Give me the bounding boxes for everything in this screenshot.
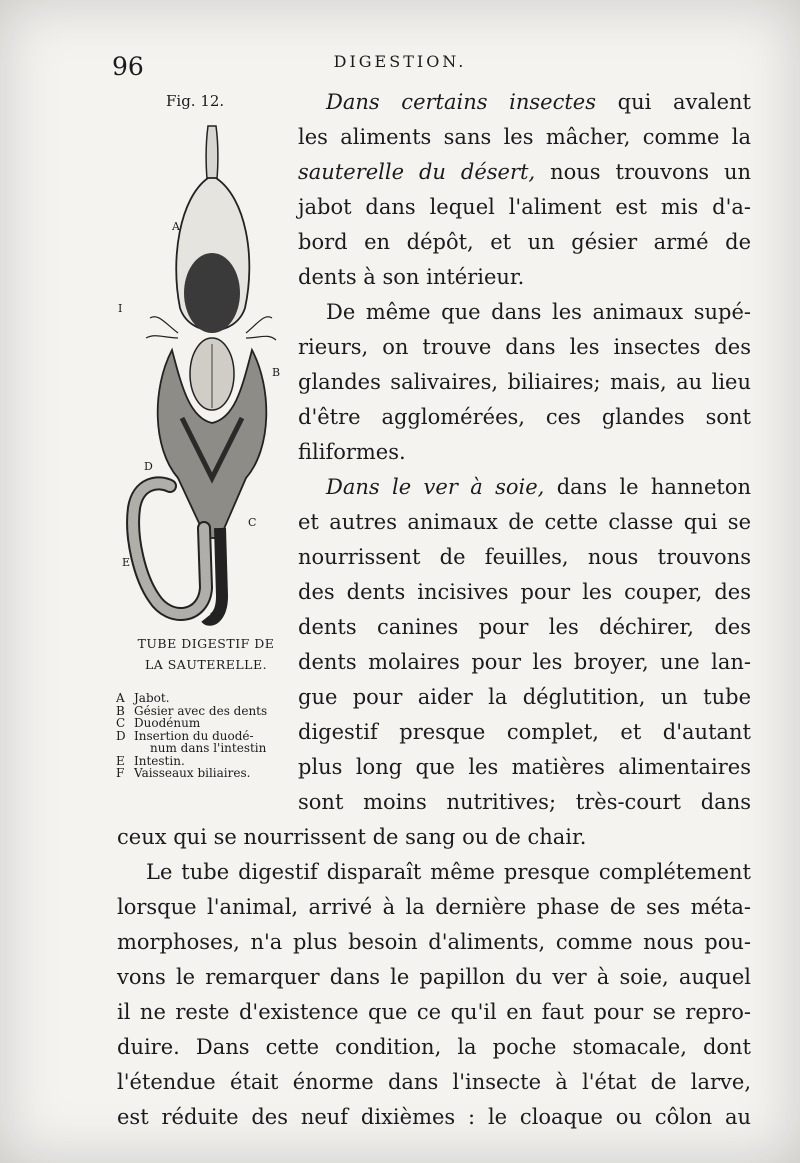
page-number: 96 bbox=[112, 52, 144, 81]
callout-e: E bbox=[122, 556, 131, 569]
italic-phrase: Dans le ver à soie, bbox=[326, 475, 545, 499]
text-line: glandes salivaires, biliaires; mais, au lieu bbox=[298, 370, 751, 394]
callout-c: C bbox=[248, 516, 257, 529]
text-line: gue pour aider la déglutition, un tube bbox=[298, 685, 751, 709]
text-span: dans le hanneton bbox=[544, 475, 751, 499]
italic-phrase: Dans certains insectes bbox=[326, 90, 597, 114]
italic-phrase: sauterelle du désert, bbox=[298, 160, 536, 184]
text-line: l'étendue était énorme dans l'insecte à l'état de larve, bbox=[117, 1070, 751, 1094]
legend-key: D bbox=[116, 728, 126, 743]
text-line: duire. Dans cette condition, la poche stomacale, dont bbox=[117, 1035, 751, 1059]
text-line: dents canines pour les déchirer, des bbox=[298, 615, 751, 639]
text-line: sont moins nutritives; très-court dans bbox=[298, 790, 751, 814]
text-line: il ne reste d'existence que ce qu'il en faut pour se repro- bbox=[117, 1000, 751, 1024]
text-line: bord en dépôt, et un gésier armé de bbox=[298, 230, 751, 254]
text-line: Le tube digestif disparaît même presque complétement bbox=[146, 860, 751, 884]
figure-label: Fig. 12. bbox=[166, 92, 225, 110]
legend-row bbox=[116, 692, 296, 705]
legend-text: num dans l'intestin bbox=[150, 741, 267, 755]
text-line: De même que dans les animaux supé- bbox=[326, 300, 751, 324]
text-line: des dents incisives pour les couper, des bbox=[298, 580, 751, 604]
callout-b: B bbox=[272, 366, 281, 379]
text-line: plus long que les matières alimentaires bbox=[298, 755, 751, 779]
text-line bbox=[326, 92, 751, 113]
text-line: digestif presque complet, et d'autant bbox=[298, 720, 751, 744]
callout-d: D bbox=[144, 460, 153, 473]
text-line: ceux qui se nourrissent de sang ou de chair. bbox=[117, 825, 587, 849]
text-line: d'être agglomérées, ces glandes sont bbox=[298, 405, 751, 429]
text-line: morphoses, n'a plus besoin d'aliments, comme nous pou- bbox=[117, 930, 751, 954]
legend-text: Vaisseaux biliaires. bbox=[134, 766, 251, 780]
text-line bbox=[298, 162, 751, 183]
legend-row bbox=[116, 767, 296, 780]
legend-key: C bbox=[116, 716, 126, 730]
text-line: vons le remarquer dans le papillon du ver à soie, auquel bbox=[117, 965, 751, 989]
legend-text: Insertion du duodé- bbox=[134, 728, 254, 743]
legend-key: E bbox=[116, 753, 125, 768]
text-line: rieurs, on trouve dans les insectes des bbox=[298, 335, 751, 359]
text-line: filiformes. bbox=[298, 440, 406, 464]
legend-row bbox=[116, 717, 296, 730]
legend-text: Gésier avec des dents bbox=[134, 703, 268, 718]
callout-a: A bbox=[172, 220, 180, 233]
running-head: DIGESTION. bbox=[333, 52, 467, 71]
text-span: nous trouvons un bbox=[535, 160, 752, 184]
text-line: lorsque l'animal, arrivé à la dernière phase de ses méta- bbox=[117, 895, 751, 919]
figure-legend bbox=[116, 692, 296, 780]
text-line bbox=[326, 477, 751, 498]
figure-caption-line2: LA SAUTERELLE. bbox=[144, 657, 268, 672]
legend-key: B bbox=[116, 703, 125, 718]
legend-key: A bbox=[116, 691, 125, 705]
text-line: jabot dans lequel l'aliment est mis d'a- bbox=[298, 195, 751, 219]
legend-key: F bbox=[116, 766, 125, 780]
text-line: dents molaires pour les broyer, une lan- bbox=[298, 650, 751, 674]
legend-text: Jabot. bbox=[134, 691, 170, 705]
text-line: dents à son intérieur. bbox=[298, 265, 525, 289]
figure-caption-line1: TUBE DIGESTIF DE bbox=[137, 636, 275, 651]
legend-text: Duodénum bbox=[134, 716, 201, 730]
text-span: qui avalent bbox=[596, 90, 751, 114]
text-line: les aliments sans les mâcher, comme la bbox=[298, 125, 751, 149]
callout-i: I bbox=[118, 302, 123, 315]
text-line: nourrissent de feuilles, nous trouvons bbox=[298, 545, 751, 569]
legend-row bbox=[116, 742, 296, 755]
legend-text: Intestin. bbox=[134, 753, 185, 768]
text-line: et autres animaux de cette classe qui se bbox=[298, 510, 751, 534]
text-line: est réduite des neuf dixièmes : le cloaque ou côlon au bbox=[117, 1105, 751, 1129]
